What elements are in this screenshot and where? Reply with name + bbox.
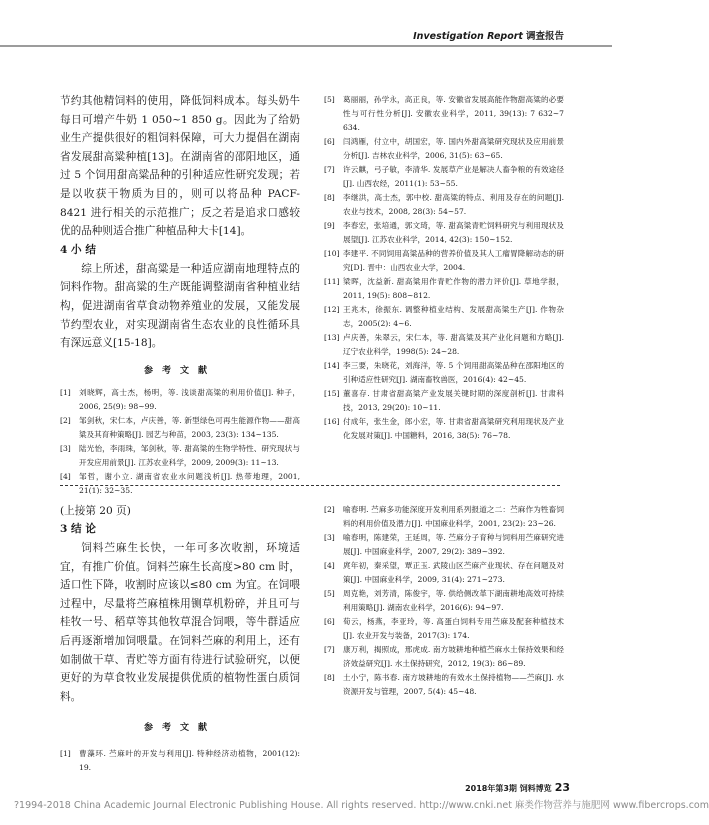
reference-item [60, 470, 300, 498]
header-title-cn: 调查报告 [525, 31, 564, 42]
reference-number: [2] [60, 415, 71, 425]
body-paragraph: 节约其他精饲料的使用，降低饲料成本。每头奶牛每日可增产牛奶 1 050~1 850 g。因此为了给奶业生产提供很好的粗饲料保障，可大力提倡在湖南省发展甜高粱种植[13]。在湖南省的邵阳地区，通过 5 个饲用甜高粱品种的引种适应性研究发现；若是以收获干物质为目的，则可以将品种 PACF-8421 进行相关的示范推广；反之若是追求口感较优的品种则适合推广种植品种大卡[14]。 [60, 95, 300, 238]
continued-note: (上接第 20 页) [60, 505, 131, 517]
reference-item [324, 615, 564, 643]
reference-item [60, 442, 300, 470]
reference-item [324, 587, 564, 615]
reference-number: [5] [324, 589, 335, 598]
reference-text: 康万利，揭照成，邢虎成. 南方坡耕地种植苎麻水土保持效果和经济效益研究[J]. 水土保持研究，2012, 19(3): 86~89. [343, 645, 564, 668]
section-divider [60, 485, 560, 486]
reference-text: 周克艳，刘芳清，陈俊宇，等. 供给侧改革下湖南耕地高效可持续利用策略[J]. 湖南农业科学，2016(6): 94~97. [343, 589, 564, 612]
reference-item [324, 303, 564, 331]
reference-list [324, 93, 564, 443]
reference-item [324, 559, 564, 587]
reference-item [324, 359, 564, 387]
reference-number: [2] [324, 505, 335, 514]
reference-text: 葛丽丽，孙学永，高正良，等. 安徽省发展高能作物甜高粱的必要性与可行性分析[J]. 安徽农业科学，2011, 39(13): 7 632~7 634. [343, 95, 564, 132]
reference-text: 李继洪，高士杰，郭中校. 甜高粱的特点、利用及存在的问题[J]. 农业与技术，2008, 28(3): 54~57. [343, 193, 564, 216]
reference-list [60, 747, 300, 775]
body-paragraph: 饲料苎麻生长快，一年可多次收割，环境适宜，有推广价值。饲料苎麻生长高度>80 cm 时，适口性下降，收割时应该以≤80 cm 为宜。在饲喂过程中，尽量将苎麻植株用铡草机粉碎，并且可与桂牧一号、稻草等其他牧草混合饲喂，等牛群适应后再逐渐增加饲喂量。在饲料苎麻的利用上，还有如制做干草、青贮等方面有待进行试验研究，以便更好的为草食牧业发展提供优质的植物性蛋白质饲料。 [60, 542, 300, 703]
reference-text: 闫鸿雁，付立中，胡国宏，等. 国内外甜高粱研究现状及应用前景分析[J]. 吉林农业科学，2006, 31(5): 63~65. [343, 137, 564, 160]
reference-item [60, 747, 300, 775]
reference-text: 王兆木，徐振东. 调整种植业结构、发展甜高粱生产[J]. 作物杂志，2005(2): 4~6. [343, 305, 564, 328]
reference-text: 李建平. 不同饲用高粱品种的营养价值及其人工瘤胃降解动态的研究[D]. 晋中：山西农业大学，2004. [343, 249, 564, 272]
reference-item [324, 415, 564, 443]
reference-item [324, 135, 564, 163]
reference-item [324, 531, 564, 559]
reference-number: [1] [60, 749, 71, 759]
top-right-column [324, 93, 564, 443]
header-title-en: Investigation Report [413, 31, 523, 42]
reference-text: 刘晓辉，高士杰，杨明，等. 浅谈甜高粱的利用价值[J]. 种子，2006, 25(9): 98~99. [79, 387, 300, 411]
reference-number: [6] [324, 137, 335, 146]
reference-item [60, 386, 300, 414]
reference-list [324, 503, 564, 699]
references-heading: 参考文献 [143, 365, 216, 376]
reference-text: 李春宏，张培通，郭文琦，等. 甜高粱青贮饲料研究与利用现状及展望[J]. 江苏农业科学，2014, 42(3): 150~152. [343, 221, 564, 244]
reference-number: [6] [324, 617, 335, 626]
reference-item [324, 219, 564, 247]
reference-number: [7] [324, 165, 335, 174]
bottom-left-column [60, 503, 300, 775]
reference-text: 许云麒，弓子敏，李清华. 发展草产业是解决人畜争粮的有效途径[J]. 山西农经，2011(1): 53~55. [343, 165, 564, 188]
reference-item [324, 191, 564, 219]
reference-number: [13] [324, 333, 340, 342]
reference-number: [8] [324, 673, 335, 682]
reference-number: [4] [60, 471, 71, 481]
reference-list [60, 386, 300, 498]
copyright-line: ?1994-2018 China Academic Journal Electronic Publishing House. All rights reserved. http://www.cnki.net 麻类作物营养与施肥网 www.fibercrops.com [14, 800, 709, 811]
section-heading: 4 小 结 [60, 243, 96, 256]
footer-issue [465, 781, 570, 794]
reference-text: 邹哲，谢小立. 湖南省农业水问题浅析[J]. 热带地理，2001, 21(1): 32~35. [79, 471, 300, 495]
reference-item [324, 503, 564, 531]
reference-text: 庹年初，秦采望，覃正玉. 武陵山区苎麻产业现状、存在问题及对策[J]. 中国麻业科学，2009, 31(4): 271~273. [343, 561, 564, 584]
reference-number: [14] [324, 361, 340, 370]
reference-text: 陆光怡，李雨珠，邹剑秋，等. 甜高粱的生物学特性、研究现状与开发应用前景[J]. 江苏农业科学，2009, 2009(3): 11~13. [79, 443, 300, 467]
reference-item [324, 247, 564, 275]
reference-item [324, 163, 564, 191]
reference-number: [12] [324, 305, 340, 314]
reference-number: [4] [324, 561, 335, 570]
references-heading: 参考文献 [143, 723, 216, 734]
header-rule [0, 45, 612, 47]
reference-text: 李三要，朱晓花，刘海洋，等. 5 个饲用甜高粱品种在邵阳地区的引种适应性研究[J]. 湖南畜牧兽医，2016(4): 42~45. [343, 361, 564, 384]
reference-number: [10] [324, 249, 340, 258]
reference-item [324, 93, 564, 135]
reference-text: 卢庆善，朱翠云，宋仁本，等. 甜高粱及其产业化问题和方略[J]. 辽宁农业科学，1998(5): 24~28. [343, 333, 564, 356]
reference-item [324, 331, 564, 359]
reference-number: [1] [60, 387, 71, 397]
reference-text: 梁晖，沈益新. 甜高粱用作青贮作物的潜力评价[J]. 草地学报，2011, 19(5): 808~812. [343, 277, 564, 300]
reference-number: [7] [324, 645, 335, 654]
reference-text: 喻春明，陈建荣，王延周，等. 苎麻分子育种与饲料用苎麻研究进展[J]. 中国麻业科学，2007, 29(2): 389~392. [343, 533, 564, 556]
reference-text: 付成年，张生金，郎小宏，等. 甘肃省甜高粱研究利用现状及产业化发展对策[J]. 中国糖料，2016, 38(5): 76~78. [343, 417, 564, 440]
reference-text: 喻春明. 苎麻多功能深度开发利用系列报道之二：苎麻作为牲畜饲料的利用价值及潜力[J]. 中国麻业科学，2001, 23(2): 23~26. [343, 505, 564, 528]
reference-number: [5] [324, 95, 335, 104]
reference-number: [9] [324, 221, 335, 230]
reference-item [324, 643, 564, 671]
running-header [413, 28, 564, 42]
reference-number: [8] [324, 193, 335, 202]
reference-number: [3] [324, 533, 335, 542]
section-heading: 3 结 论 [60, 523, 96, 535]
reference-item [324, 275, 564, 303]
bottom-right-column [324, 503, 564, 699]
top-left-column [60, 92, 300, 498]
reference-item [324, 671, 564, 699]
reference-text: 邹剑秋，宋仁本，卢庆善，等. 新型绿色可再生能源作物——甜高粱及其育种策略[J]. 园艺与种苗，2003, 23(3): 134~135. [79, 415, 300, 439]
footer-issue-text: 2018年第3期 饲料博览 [465, 784, 552, 793]
reference-number: [11] [324, 277, 340, 286]
reference-text: 荀云，杨燕，李亚玲，等. 高蛋白饲料专用苎麻及配套种植技术[J]. 农业开发与装备，2017(3): 174. [343, 617, 564, 640]
reference-item [324, 387, 564, 415]
reference-number: [3] [60, 443, 71, 453]
page-number: 23 [554, 781, 570, 794]
reference-text: 曹藻环. 苎麻叶的开发与利用[J]. 特种经济动植物，2001(12): 19. [79, 749, 300, 773]
reference-text: 董喜存. 甘肃省甜高粱产业发展关键时期的深度剖析[J]. 甘肃科技，2013, 29(20): 10~11. [343, 389, 564, 412]
reference-text: 土小宁，陈书春. 南方坡耕地的有效水土保持植物——苎麻[J]. 水资源开发与管理，2007, 5(4): 45~48. [343, 673, 564, 696]
body-paragraph: 综上所述，甜高粱是一种适应湖南地理特点的饲料作物。甜高粱的生产既能调整湖南省种植业结构，促进湖南省草食动物养殖业的发展，又能发展节约型农业，对实现湖南省生态农业的良性循环具有深远意义[15-18]。 [60, 262, 300, 350]
reference-item [60, 414, 300, 442]
reference-number: [15] [324, 389, 340, 398]
reference-number: [16] [324, 417, 340, 426]
